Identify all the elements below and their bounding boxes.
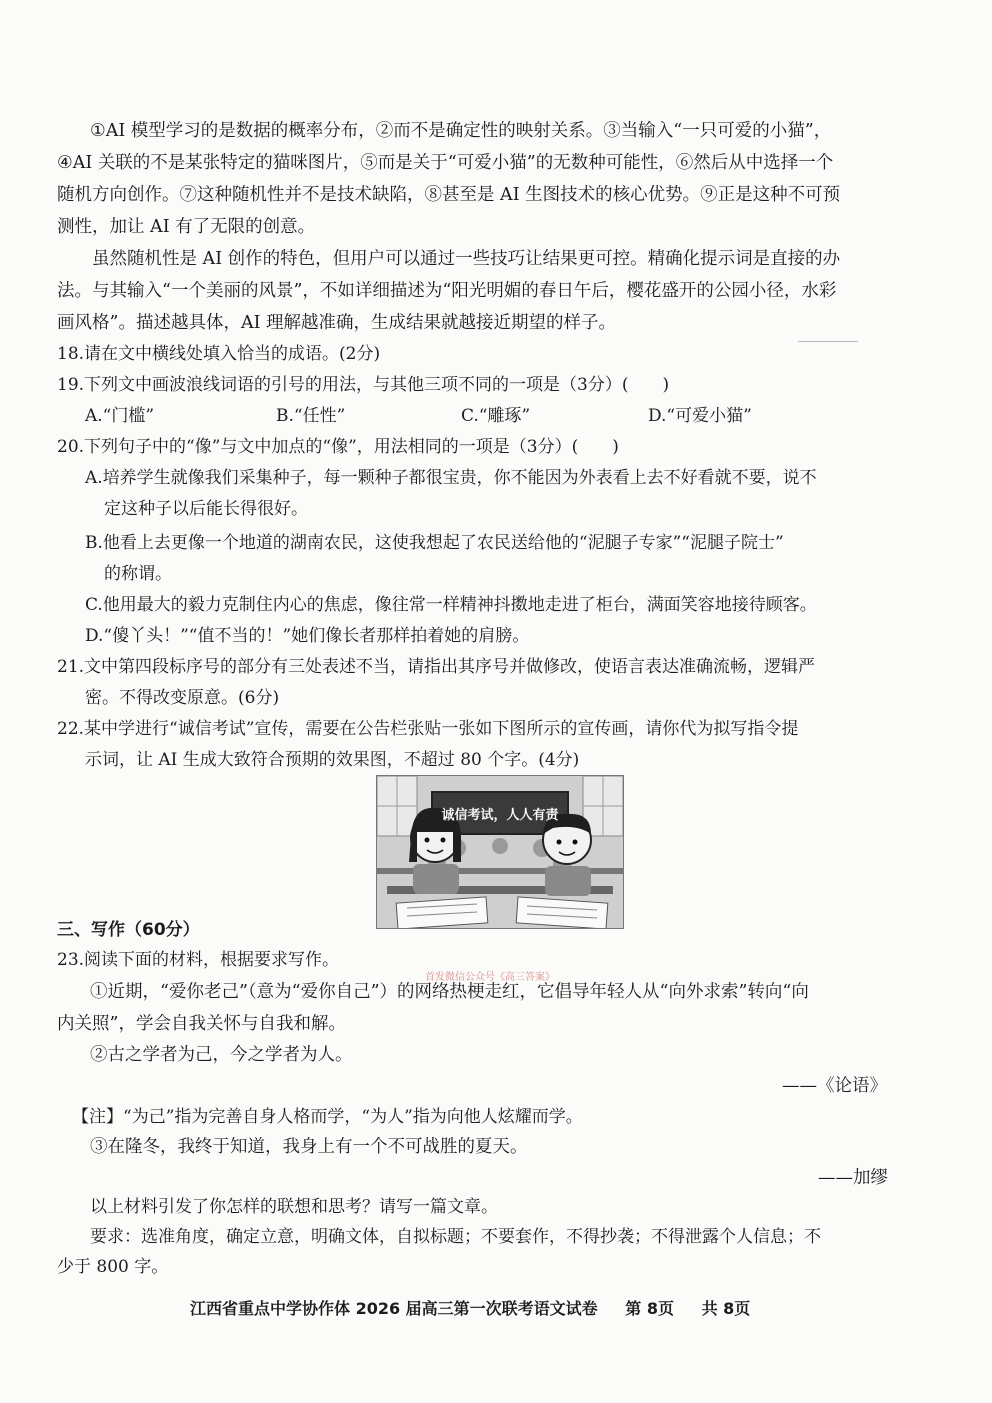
q20-option-c: C.他用最大的毅力克制住内心的焦虑，像往常一样精神抖擞地走进了柜台，满面笑容地接待顾客。 (85, 595, 817, 615)
passage-line: 画风格”。描述越具体，AI 理解越准确，生成结果就越接近期望的样子。 (57, 313, 617, 333)
question-21: 21.文中第四段标序号的部分有三处表述不当，请指出其序号并做修改，使语言表达准确流畅，逻辑严 (57, 657, 816, 677)
question-22-cont: 示词，让 AI 生成大致符合预期的效果图，不超过 80 个字。(4分) (85, 750, 580, 770)
footer-page: 第 8页 (625, 1299, 674, 1318)
footer-title: 江西省重点中学协作体 2026 届高三第一次联考语文试卷 (190, 1299, 598, 1318)
passage-line: 随机方向创作。⑦这种随机性并不是技术缺陷，⑧甚至是 AI 生图技术的核心优势。⑨正是这种不可预 (57, 185, 841, 205)
passage-line: 测性，加让 AI 有了无限的创意。 (57, 217, 316, 237)
material-3: ③在隆冬，我终于知道，我身上有一个不可战胜的夏天。 (90, 1137, 528, 1157)
divider (798, 341, 858, 342)
classroom-illustration (377, 776, 623, 928)
material-1-cont: 内关照”，学会自我关怀与自我和解。 (57, 1014, 346, 1034)
page-footer (190, 1296, 772, 1319)
passage-line: 虽然随机性是 AI 创作的特色，但用户可以通过一些技巧让结果更可控。精确化提示词是直接的办 (92, 249, 841, 269)
question-20: 20.下列句子中的“像”与文中加点的“像”，用法相同的一项是（3分）( ) (57, 437, 619, 457)
material-2-source: ——《论语》 (782, 1076, 887, 1096)
writing-requirements-cont: 少于 800 字。 (57, 1257, 169, 1277)
watermark: 首发微信公众号《高三答案》 (425, 972, 555, 983)
question-21-cont: 密。不得改变原意。(6分) (85, 688, 280, 708)
question-18: 18.请在文中横线处填入恰当的成语。(2分) (57, 344, 381, 364)
question-19: 19.下列文中画波浪线词语的引号的用法，与其他三项不同的一项是（3分）( ) (57, 375, 670, 395)
q19-option-d: D.“可爱小猫” (648, 406, 752, 426)
writing-prompt: 以上材料引发了你怎样的联想和思考？请写一篇文章。 (90, 1197, 498, 1217)
passage-line: 法。与其输入“一个美丽的风景”，不如详细描述为“阳光明媚的春日午后，樱花盛开的公园小径，水彩 (57, 281, 837, 301)
material-1: ①近期，“爱你老己”（意为“爱你自己”）的网络热梗走红，它倡导年轻人从“向外求索”转向“向 (90, 982, 809, 1002)
writing-requirements: 要求：选准角度，确定立意，明确文体，自拟标题；不要套作，不得抄袭；不得泄露个人信息；不 (90, 1227, 821, 1247)
annotation-note: 【注】“为己”指为完善自身人格而学，“为人”指为向他人炫耀而学。 (72, 1107, 583, 1127)
q19-option-c: C.“雕琢” (461, 406, 531, 426)
q20-option-b-cont: 的称谓。 (104, 564, 172, 584)
footer-total: 共 8页 (701, 1299, 751, 1318)
question-22: 22.某中学进行“诚信考试”宣传，需要在公告栏张贴一张如下图所示的宣传画，请你代为拟写指令提 (57, 719, 799, 739)
q20-option-d: D.“傻丫头！”“值不当的！”她们像长者那样拍着她的肩膀。 (85, 626, 530, 646)
material-2: ②古之学者为己，今之学者为人。 (90, 1045, 353, 1065)
q20-option-a: A.培养学生就像我们采集种子，每一颗种子都很宝贵，你不能因为外表看上去不好看就不要，说不 (85, 468, 817, 488)
poster-board-text: 诚信考试，人人有责 (441, 808, 559, 823)
passage-line: ①AI 模型学习的是数据的概率分布，②而不是确定性的映射关系。③当输入“一只可爱的小猫”， (90, 121, 832, 141)
question-23: 23.阅读下面的材料，根据要求写作。 (57, 950, 340, 970)
q19-option-a: A.“门槛” (85, 406, 155, 426)
q20-option-a-cont: 定这种子以后能长得很好。 (104, 499, 308, 519)
q20-option-b: B.他看上去更像一个地道的湖南农民，这使我想起了农民送给他的“泥腿子专家”“泥腿子院士” (85, 533, 784, 553)
material-3-source: ——加缪 (818, 1168, 888, 1188)
integrity-exam-poster (376, 775, 624, 929)
section-heading: 三、写作（60分） (57, 920, 200, 940)
q19-option-b: B.“任性” (276, 406, 346, 426)
passage-line: ④AI 关联的不是某张特定的猫咪图片，⑤而是关于“可爱小猫”的无数种可能性，⑥然后从中选择一个 (57, 153, 834, 173)
